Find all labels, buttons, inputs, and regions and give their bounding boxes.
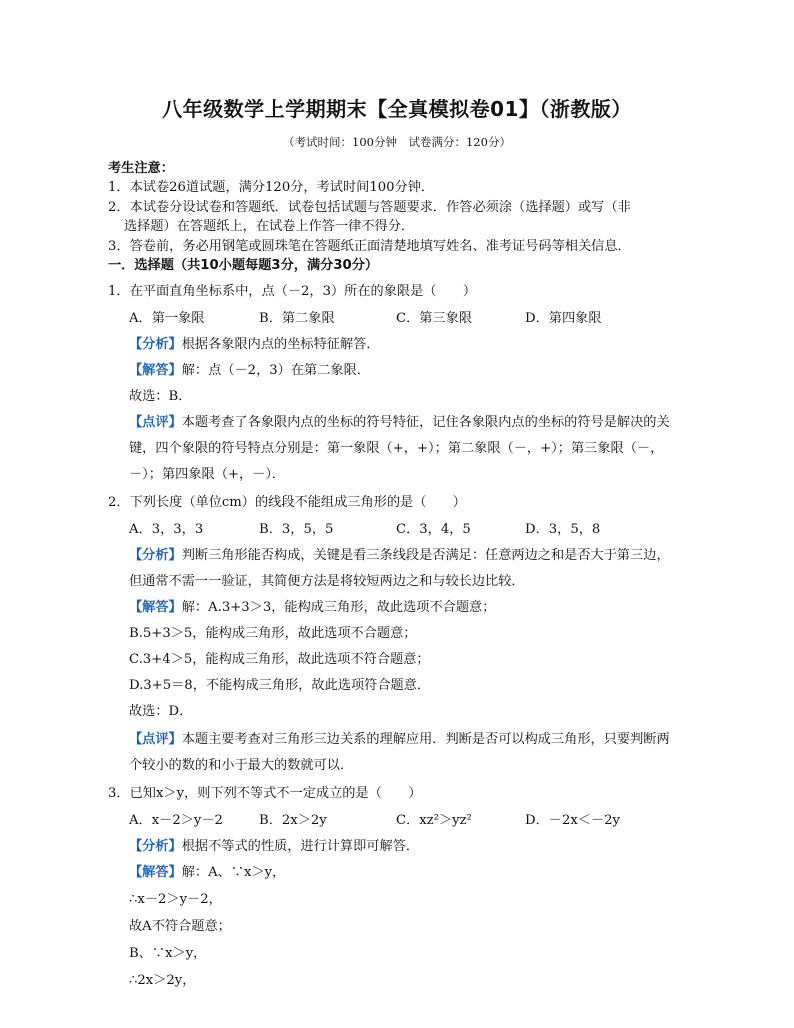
analysis-text: 判断三角形能否构成，关键是看三条线段是否满足：任意两边之和是否大于第三边， <box>181 548 670 563</box>
analysis-text: 根据各象限内点的坐标特征解答． <box>181 337 380 352</box>
option-d: D．第四象限 <box>525 311 602 326</box>
analysis-tag: 【分析】 <box>129 337 182 352</box>
comment-text: 键，四个象限的符号特点分别是：第一象限（+，+）；第二象限（－，+）；第三象限（－， <box>129 441 664 456</box>
comment-text: 个较小的数的和小于最大的数就可以． <box>129 758 354 773</box>
analysis-line <box>129 547 670 565</box>
page-title: 八年级数学上学期期末【全真模拟卷01】（浙教版） <box>162 97 632 121</box>
option-d: D．－2x＜－2y <box>525 813 620 828</box>
notice-item: 选择题）在答题纸上，在试卷上作答一律不得分． <box>124 219 415 234</box>
answer-tag: 【解答】 <box>129 363 182 378</box>
comment-line <box>129 414 670 432</box>
answer-text: ∴2x＞2y， <box>129 973 196 988</box>
comment-tag: 【点评】 <box>129 415 182 430</box>
answer-text: 解：A、∵x＞y， <box>181 865 286 880</box>
analysis-tag: 【分析】 <box>129 548 182 563</box>
option-a: A．x－2＞y－2 <box>129 813 223 828</box>
answer-line <box>129 362 370 380</box>
answer-line <box>129 864 285 882</box>
comment-text: －）；第四象限（+，－）． <box>129 467 286 482</box>
option-a: A．第一象限 <box>129 311 205 326</box>
answer-text: B、∵x＞y， <box>129 946 207 961</box>
notice-item: 2．本试卷分设试卷和答题纸．试卷包括试题与答题要求．作答必须涂（选择题）或写（非 <box>108 200 631 215</box>
option-b: B．3，5，5 <box>259 522 334 537</box>
option-c: C．xz²＞yz² <box>396 813 472 828</box>
answer-choice: 故选：D． <box>129 704 193 719</box>
answer-text: 解：点（－2，3）在第二象限． <box>181 363 370 378</box>
question-stem: 3．已知x＞y，则下列不等式不一定成立的是（ ） <box>108 786 422 801</box>
answer-tag: 【解答】 <box>129 865 182 880</box>
answer-tag: 【解答】 <box>129 600 182 615</box>
option-a: A．3，3，3 <box>129 522 204 537</box>
answer-line <box>129 599 495 617</box>
answer-text: B.5+3＞5，能构成三角形，故此选项不合题意； <box>129 626 417 641</box>
option-c: C．第三象限 <box>396 311 473 326</box>
analysis-line <box>129 838 419 856</box>
answer-text: ∴x－2＞y－2， <box>129 892 222 907</box>
analysis-tag: 【分析】 <box>129 839 182 854</box>
option-c: C．3，4，5 <box>396 522 471 537</box>
comment-line <box>129 731 670 749</box>
answer-text: C.3+4＞5，能构成三角形，故此选项不符合题意； <box>129 652 430 667</box>
page-subtitle: （考试时间：100分钟 试卷满分：120分） <box>283 135 511 149</box>
analysis-text: 根据不等式的性质，进行计算即可解答． <box>181 839 420 854</box>
comment-tag: 【点评】 <box>129 732 182 747</box>
comment-text: 本题考查了各象限内点的坐标的符号特征，记住各象限内点的坐标的符号是解决的关 <box>181 415 670 430</box>
notice-heading: 考生注意： <box>108 161 174 176</box>
analysis-line <box>129 336 380 354</box>
notice-item: 3．答卷前，务必用钢笔或圆珠笔在答题纸正面清楚地填写姓名、准考证号码等相关信息． <box>108 239 631 254</box>
notice-item: 1．本试卷26道试题，满分120分，考试时间100分钟． <box>108 180 435 195</box>
answer-text: 解：A.3+3＞3，能构成三角形，故此选项不合题意； <box>181 600 496 615</box>
comment-text: 本题主要考查对三角形三边关系的理解应用．判断是否可以构成三角形，只要判断两 <box>181 732 670 747</box>
section-heading: 一．选择题（共10小题每题3分，满分30分） <box>108 258 379 273</box>
question-stem: 1．在平面直角坐标系中，点（－2，3）所在的象限是（ ） <box>108 284 477 299</box>
option-b: B．第二象限 <box>259 311 335 326</box>
option-b: B．2x＞2y <box>259 813 327 828</box>
answer-text: D.3+5＝8，不能构成三角形，故此选项符合题意． <box>129 678 431 693</box>
answer-text: 故A不符合题意； <box>129 919 231 934</box>
analysis-text: 但通常不需一一验证，其简便方法是将较短两边之和与较长边比较． <box>129 574 525 589</box>
answer-choice: 故选：B． <box>129 389 192 404</box>
option-d: D．3，5，8 <box>525 522 601 537</box>
question-stem: 2．下列长度（单位cm）的线段不能组成三角形的是（ ） <box>108 495 466 510</box>
